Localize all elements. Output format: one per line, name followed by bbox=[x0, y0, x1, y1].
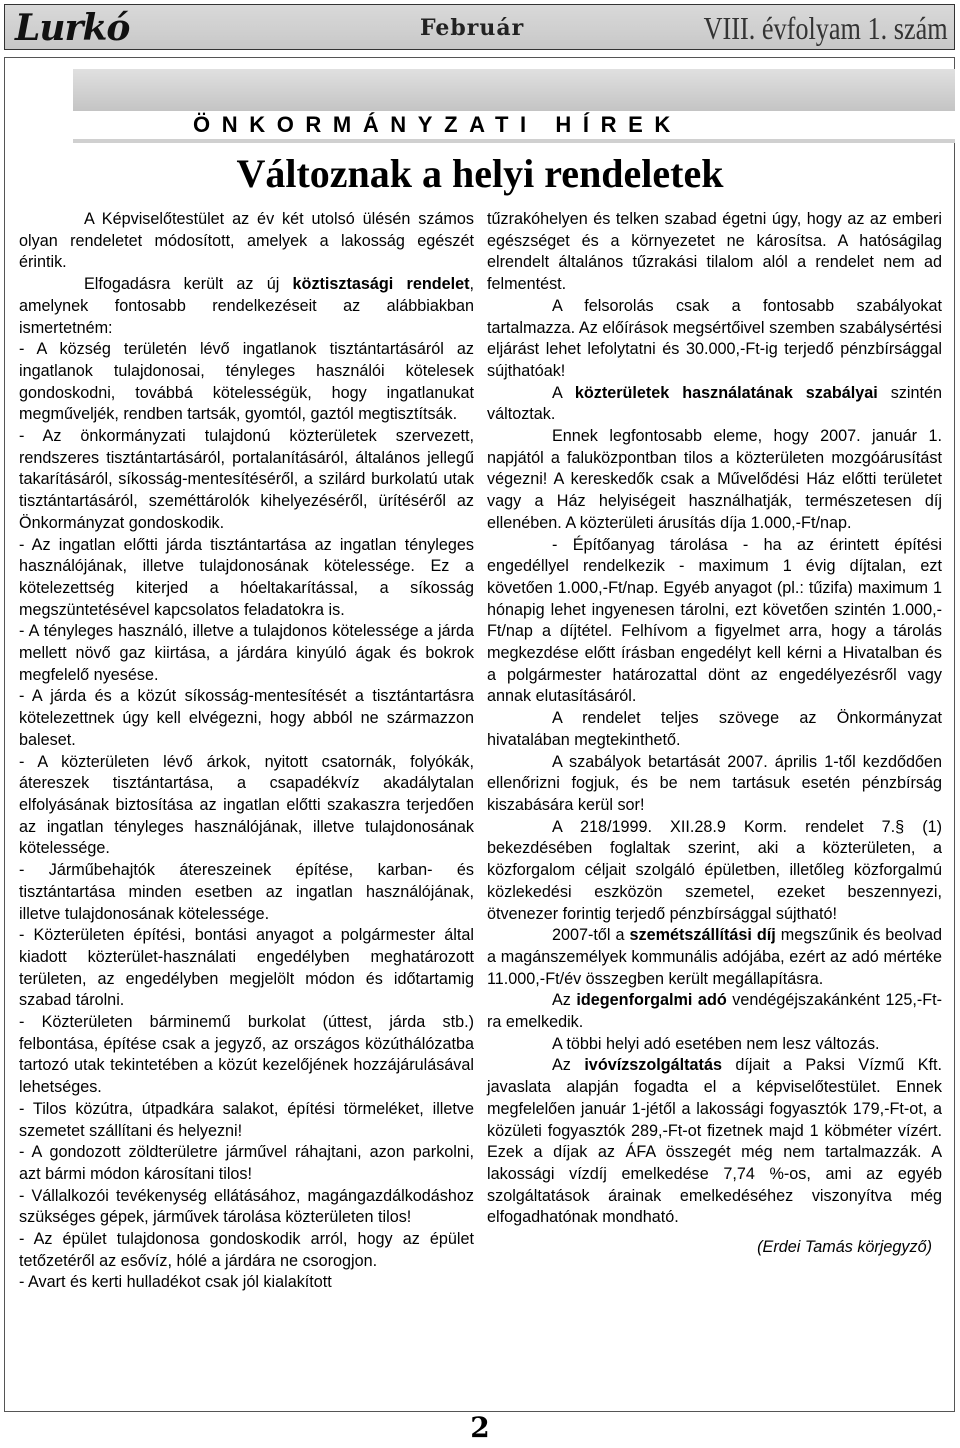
paragraph: - Építőanyag tárolása - ha az érintett építési engedéllyel rendelkezik - maximum 1 évig díjtalan, ezt követően 1.000,-Ft/nap. Egyéb anyagot (pl.: tűzifa) maximum 1 hónapig lehet ingyenesen tárolni, ezt követően szintén 1.000,-Ft/nap a díjtétel. Felhívom a figyelmet arra, hogy a tárolás megkezdése előtt írásban engedélyt kell kérni a Hivatalban és a polgármester határozattal dönt az engedélyezésről vagy annak elutasításáról. bbox=[487, 535, 942, 706]
article-headline: Változnak a helyi rendeletek bbox=[236, 151, 724, 196]
paragraph: A 218/1999. XII.28.9 Korm. rendelet 7.§ (1) bekezdésében foglaltak szerint, aki a közterületen, a közforgalom céljait szolgáló épületben, illetőleg közforgalmú közlekedési eszközön szemetel, ezeket beszennyezi, ötvenezer forintig terjedő pénzbírsággal sújtható! bbox=[487, 817, 942, 923]
paragraph: Az idegenforgalmi adó vendégéjszakánként 125,-Ft-ra emelkedik. bbox=[487, 991, 942, 1032]
author-signature: (Erdei Tamás körjegyző) bbox=[757, 1238, 932, 1257]
paragraph: - A közterületen lévő árkok, nyitott csatornák, folyókák, átereszek tisztántartása, a csapadékvíz akadálytalan elfolyásának biztosítása az ingatlan előtti szakaszra terjedően az ingatlan tényleges használójának, illetve tulajdonosának kötelessége. bbox=[19, 752, 474, 858]
paragraph: - A község területén lévő ingatlanok tisztántartásáról az ingatlanok tulajdonosai, tényleges használói kötelesek gondoskodni, továbbá kötelességük, hogy ingatlanukat megműveljék, rendben tartsák, gyomtól, gaztól megtisztítsák. bbox=[19, 340, 474, 424]
page-header bbox=[4, 4, 955, 50]
emphasis: ivóvízszolgáltatás bbox=[584, 1056, 722, 1075]
paragraph: - A járda és a közút síkosság-mentesítését a tisztántartásra kötelezettnek úgy kell elvégezni, hogy abból ne származzon baleset. bbox=[19, 687, 474, 749]
article-left-column bbox=[19, 209, 474, 1294]
paragraph: - Vállalkozói tevékenység ellátásához, magángazdálkodáshoz szükséges gépek, járművek tárolása közterületen tilos! bbox=[19, 1186, 474, 1227]
section-banner-rule bbox=[73, 139, 955, 143]
paragraph: - A tényleges használó, illetve a tulajdonos kötelessége a járda mellett növő gaz kiirtása, a járdára kinyúló ágak és bokrok megfelelő nyesése. bbox=[19, 622, 474, 684]
paragraph: 2007-től a szemétszállítási díj megszűnik és beolvad a magánszemélyek kommunális adójába, ezért az adó mértéke 11.000,-Ft/év összegben került megállapításra. bbox=[487, 926, 942, 988]
paragraph: - Az épület tulajdonosa gondoskodik arról, hogy az épület tetőzetéről az esővíz, hólé a járdára ne csorogjon. bbox=[19, 1230, 474, 1270]
emphasis: közterületek használatának szabályai bbox=[574, 383, 878, 402]
paragraph: - Tilos közútra, útpadkára salakot, építési törmeléket, illetve szemetet szállítani és helyezni! bbox=[19, 1099, 474, 1140]
paragraph: tűzrakóhelyen és telken szabad égetni úgy, hogy az az emberi egészséget és a környezetet ne károsítsa. A hatóságilag elrendelt általános tűzrakási tilalom alól a rendelet nem ad felmentést. bbox=[487, 210, 942, 294]
article-right-column bbox=[487, 209, 942, 1259]
page-number: 2 bbox=[470, 1411, 490, 1444]
paragraph: A többi helyi adó esetében nem lesz változás. bbox=[552, 1034, 880, 1053]
emphasis: szemétszállítási díj bbox=[629, 926, 776, 945]
paragraph: A rendelet teljes szövege az Önkormányzat hivatalában megtekinthető. bbox=[487, 709, 942, 749]
paragraph: - Közterületen bárminemű burkolat (úttest, járda stb.) felbontása, építése csak a jegyző, az országos közúthálózatba tartozó utak tekintetében a közút kezelőjének hozzájárulásával lehetséges. bbox=[19, 1013, 474, 1097]
paragraph: - Az ingatlan előtti járda tisztántartása az ingatlan tényleges használójának, illetve tulajdonosának kötelessége. Ez a kötelezettség kiterjed a hóeltakarítással, a síkosság megszüntetésével kapcsolatos feladatokra is. bbox=[19, 535, 474, 619]
paragraph: - Közterületen építési, bontási anyagot a polgármester által kiadott közterület-használati engedélyben meghatározott területen, az engedélyben megjelölt módon és időtartamig szabad tárolni. bbox=[19, 926, 474, 1010]
paragraph: A felsorolás csak a fontosabb szabályokat tartalmazza. Az előírások megsértőivel szemben szabálysértési eljárást lehet lefolytatni és 30.000,-Ft-ig terjedő pénzbírsággal sújthatóak! bbox=[487, 296, 942, 380]
paragraph: - Avart és kerti hulladékot csak jól kialakított bbox=[19, 1273, 332, 1292]
section-title: ÖNKORMÁNYZATI HÍREK bbox=[193, 112, 682, 137]
paragraph: - Járműbehajtók átereszeinek építése, karban- és tisztántartása minden esetben az ingatlan használójának, illetve tulajdonosának kötelessége. bbox=[19, 861, 474, 923]
emphasis: köztisztasági rendelet bbox=[292, 275, 470, 294]
paragraph: A szabályok betartását 2007. április 1-től kezdődően ellenőrizni fogjuk, és be nem tartásuk esetén pénzbírság kiszabására kerül sor! bbox=[487, 752, 942, 814]
paragraph: - Az önkormányzati tulajdonú közterületek szervezett, rendszeres tisztántartásáról, portalanításáról, általános jellegű takarításáról, síkosság-mentesítéséről, a szilárd burkolatú utak tisztántartásáról, szeméttárolók kihelyezéséről, ürítéséről az Önkormányzat gondoskodik. bbox=[19, 427, 474, 532]
paragraph: Az ivóvízszolgáltatás díjait a Paksi Vízmű Kft. javaslata alapján fogadta el a képviselőtestület. Ennek megfelelően január 1-jétől a lakossági fogyasztók 179,-Ft-ot, a közületi fogyasztók 289,-Ft-ot fizetnek majd 1 köbméter vízért. Ezek a díjak az ÁFA összegét még nem tartalmazzák. A lakossági vízdíj emelkedése 7,74 %-os, ami az egyéb szolgáltatások árainak emelkedéséhez viszonyítva még elfogadhatónak mondható. bbox=[487, 1056, 942, 1227]
emphasis: idegenforgalmi adó bbox=[576, 991, 727, 1010]
paragraph: Elfogadásra került az új köztisztasági rendelet, amelynek fontosabb rendelkezéseit az alábbiakban ismertetném: bbox=[19, 275, 474, 337]
issue-month: Február bbox=[420, 15, 525, 41]
paragraph: A közterületek használatának szabályai szintén változtak. bbox=[487, 383, 942, 424]
section-banner bbox=[73, 69, 955, 111]
newspaper-logo: Lurkó bbox=[15, 7, 130, 49]
issue-volume: VIII. évfolyam 1. szám bbox=[703, 10, 948, 46]
paragraph: A Képviselőtestület az év két utolsó ülésén számos olyan rendeletet módosított, amelyek a lakosság egészét érintik. bbox=[19, 210, 474, 272]
paragraph: Ennek legfontosabb eleme, hogy 2007. január 1. napjától a faluközpontban tilos a közterületen mozgóárusítást végezni! A kereskedők csak a Művelődési Ház előtti területet vagy a Ház helyiségeit használhatják, természetesen díj ellenében. A közterületi árusítás díja 1.000,-Ft/nap. bbox=[487, 427, 942, 532]
paragraph: - A gondozott zöldterületre járművel ráhajtani, azon parkolni, azt bármi módon károsítani tilos! bbox=[19, 1143, 474, 1183]
